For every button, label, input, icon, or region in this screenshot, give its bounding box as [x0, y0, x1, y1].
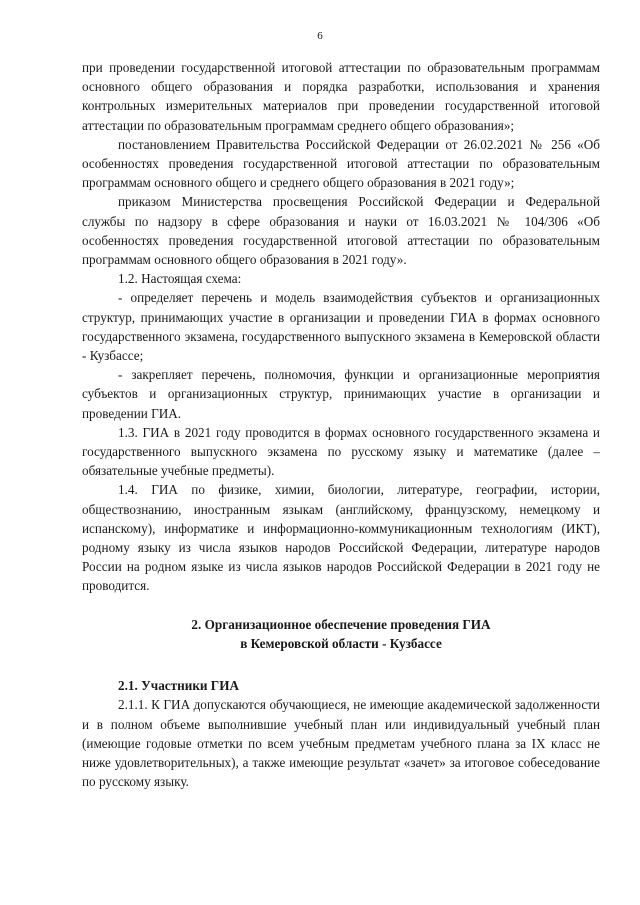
section-heading-line2: в Кемеровской области - Кузбассе — [240, 635, 442, 651]
page-number: 6 — [317, 30, 323, 42]
subsection-heading: 2.1. Участники ГИА — [118, 678, 239, 694]
section-heading-line1: 2. Организационное обеспечение проведения ГИА — [191, 616, 491, 632]
paragraph-1-3: 1.3. ГИА в 2021 году проводится в формах основного государственного экзамена и государственного выпускного экзамена по русскому языку и математике (далее – обязательные учебные предметы). — [82, 424, 600, 479]
list-item-fixes: - закрепляет перечень, полномочия, функции и организационные мероприятия субъектов и организационных структур, принимающих участие в организации и проведении ГИА. — [82, 367, 600, 421]
document-body — [82, 58, 600, 791]
paragraph-1-2: 1.2. Настоящая схема: — [118, 271, 242, 287]
paragraph-order: приказом Министерства просвещения Российской Федерации и Федеральной службы по надзору в сфере образования и науки от 16.03.2021 № 104/306 «Об особенностях проведения государственной итоговой аттестации по образовательным программам основного общего образования в 2021 году». — [82, 194, 600, 268]
paragraph-decree: постановлением Правительства Российской Федерации от 26.02.2021 № 256 «Об особенностях проведения государственной итоговой аттестации по образовательным программам основного общего и среднего общего образования в 2021 году»; — [82, 136, 600, 191]
paragraph-1-4: 1.4. ГИА по физике, химии, биологии, литературе, географии, истории, обществознанию, иностранным языкам (английскому, французскому, немецкому и испанскому), информатике и информационно-коммуникационным технологиям (ИКТ), родному языку из числа языков народов Российской Федерации, литературе народов России на родном языке из числа языков народов Российской Федерации в 2021 году не проводится. — [82, 482, 600, 594]
paragraph-continuation: при проведении государственной итоговой аттестации по образовательным программам основного общего образования и порядка разработки, использования и хранения контрольных измерительных материалов при проведении государственной итоговой аттестации по образовательным программам среднего общего образования»; — [82, 60, 600, 133]
list-item-defines: - определяет перечень и модель взаимодействия субъектов и организационных структур, принимающих участие в организации и проведении ГИА в формах основного государственного экзамена, государственного выпускного экзамена в Кемеровской области - Кузбассе; — [82, 290, 600, 364]
paragraph-2-1-1: 2.1.1. К ГИА допускаются обучающиеся, не имеющие академической задолженности и в полном объеме выполнившие учебный план или индивидуальный учебный план (имеющие годовые отметки по всем учебным предметам учебного плана за IX класс не ниже удовлетворительных), а также имеющие результат «зачет» за итоговое собеседование по русскому языку. — [82, 697, 600, 790]
